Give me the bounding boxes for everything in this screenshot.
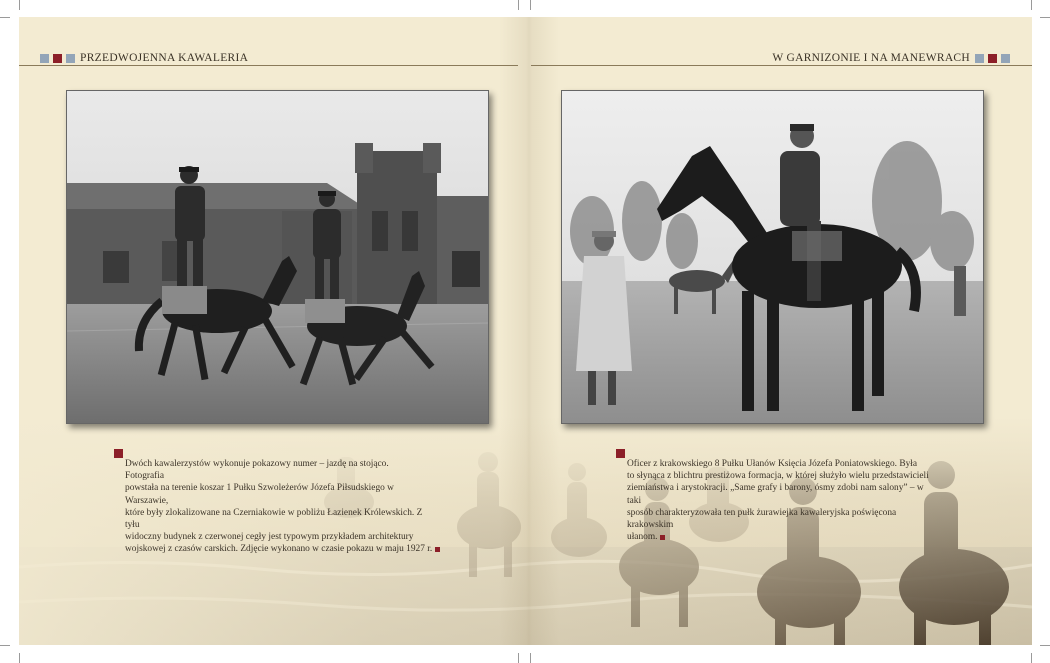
- header-square-red: [53, 54, 62, 63]
- running-head-right: W GARNIZONIE I NA MANEWRACH: [772, 52, 970, 64]
- caption-right-line: sposób charakteryzowała ten pułk żurawiejka kawaleryjska poświęcona krakowskim: [627, 507, 897, 531]
- caption-marker: [616, 449, 625, 458]
- crop-mark: [518, 653, 519, 663]
- photo-officer-on-horse: [561, 90, 984, 424]
- header-square-red: [988, 54, 997, 63]
- crop-mark: [518, 0, 519, 10]
- caption-end-marker: [435, 547, 440, 552]
- crop-mark: [19, 0, 20, 10]
- caption-end-marker: [660, 535, 665, 540]
- header-square-grey: [1001, 54, 1010, 63]
- caption-left: [125, 458, 433, 556]
- header-rule-left: [19, 65, 518, 66]
- caption-right-line: to słynąca z blichtru prestiżowa formacja, w której służyło wielu przedstawicieli: [627, 471, 929, 482]
- caption-left-line: Dwóch kawalerzystów wykonuje pokazowy numer – jazdę na stojąco. Fotografia: [125, 459, 389, 482]
- crop-mark: [1040, 645, 1050, 646]
- caption-right-line: ziemiaństwa i arystokracji. „Same grafy i barony, ósmy zdobi nam salony” – w taki: [627, 483, 924, 506]
- caption-right-line: ułanom.: [627, 532, 658, 543]
- crop-mark: [530, 0, 531, 10]
- header-square-grey: [66, 54, 75, 63]
- caption-right-line: Oficer z krakowskiego 8 Pułku Ułanów Księcia Józefa Poniatowskiego. Była: [627, 459, 918, 469]
- header-square-grey: [975, 54, 984, 63]
- caption-left-line-last: [125, 543, 433, 555]
- crop-mark: [530, 653, 531, 663]
- caption-right-line-last: [627, 531, 932, 543]
- crop-mark: [0, 645, 10, 646]
- caption-left-line: widoczny budynek z czerwonej cegły jest typowym przykładem architektury: [125, 532, 414, 543]
- header-rule-right: [531, 65, 1032, 66]
- crop-mark: [19, 653, 20, 663]
- caption-left-line: wojskowej z czasów carskich. Zdjęcie wykonano w czasie pokazu w maju 1927 r.: [125, 544, 433, 555]
- caption-left-line: które były zlokalizowane na Czerniakowie w pobliżu Łazienek Królewskich. Z tyłu: [125, 507, 423, 531]
- crop-mark: [0, 17, 10, 18]
- caption-left-line: powstała na terenie koszar 1 Pułku Szwoleżerów Józefa Piłsudskiego w Warszawie,: [125, 483, 394, 506]
- crop-mark: [1040, 17, 1050, 18]
- crop-mark: [1031, 0, 1032, 10]
- crop-mark: [1031, 653, 1032, 663]
- running-head-left: PRZEDWOJENNA KAWALERIA: [80, 52, 249, 64]
- gutter-shadow: [499, 17, 559, 645]
- header-square-grey: [40, 54, 49, 63]
- photo-cavalrymen-standing-riding: [66, 90, 489, 424]
- caption-right: [627, 458, 932, 543]
- caption-marker: [114, 449, 123, 458]
